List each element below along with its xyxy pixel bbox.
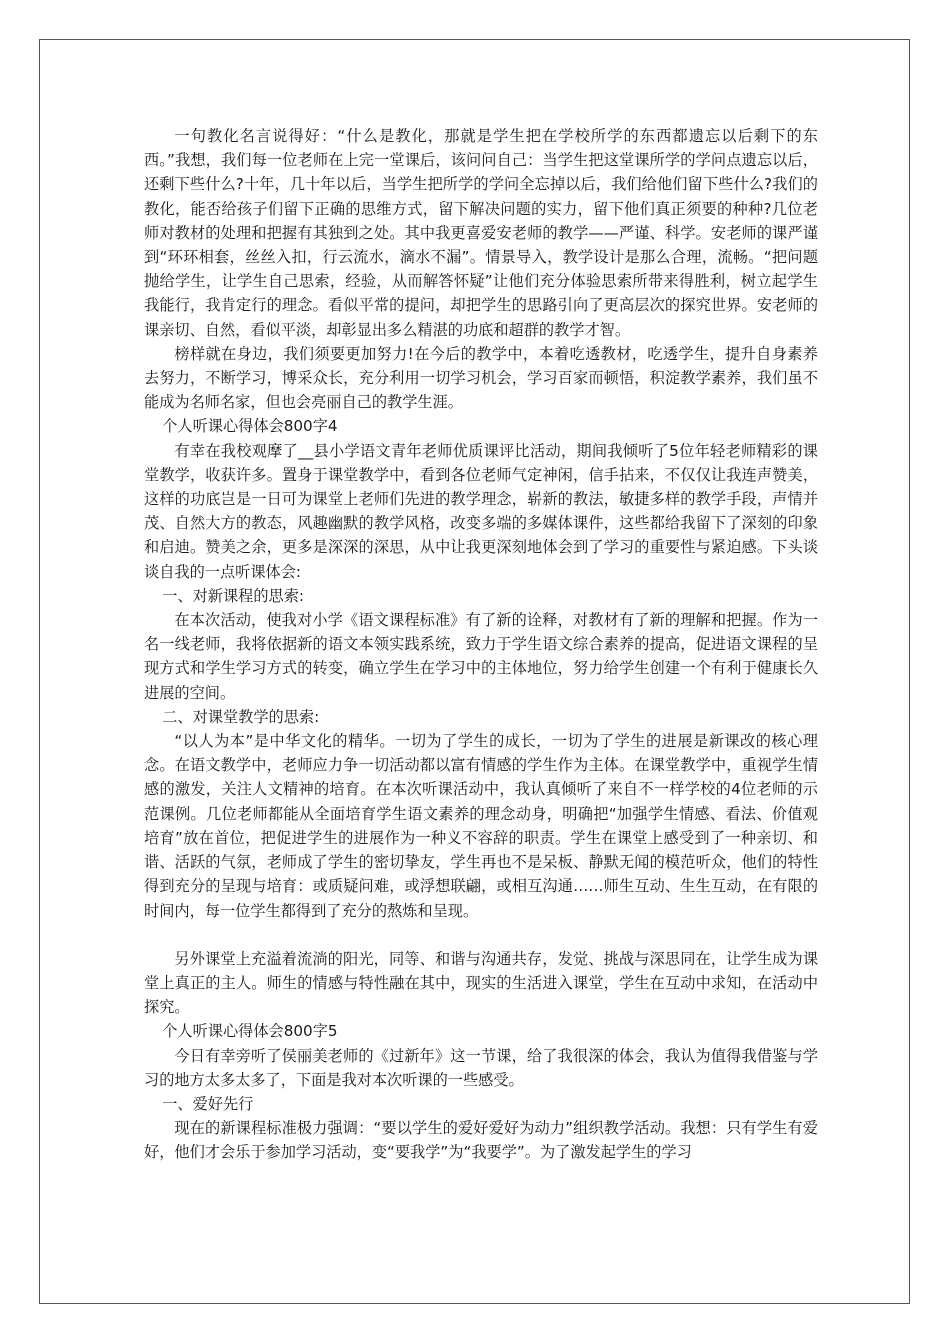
section-heading: 个人听课心得体会800字4 [162, 417, 338, 436]
paragraph: “以人为本”是中华文化的精华。一切为了学生的成长，一切为了学生的进展是新课改的核心理念。在语文教学中，老师应力争一切活动都以富有情感的学生作为主体。在课堂教学中，重视学生情感的激发，关注人文精神的培育。在本次听课活动中，我认真倾听了来自不一样学校的4位老师的示范课例。几位老师都能从全面培育学生语文素养的理念动身，明确把“加强学生情感、看法、价值观培育”放在首位，把促进学生的进展作为一种义不容辞的职责。学生在课堂上感受到了一种亲切、和谐、活跃的气氛，老师成了学生的密切挚友，学生再也不是呆板、静默无闻的模范听众，他们的特性得到充分的呈现与培育：或质疑问难，或浮想联翩，或相互沟通……师生互动、生生互动，在有限的时间内，每一位学生都得到了充分的熬炼和呈现。 [144, 732, 818, 920]
section-heading: 二、对课堂教学的思索: [162, 707, 320, 726]
blank-line [144, 923, 818, 947]
paragraph: 另外课堂上充溢着流淌的阳光，同等、和谐与沟通共存，发觉、挑战与深思同在，让学生成为课堂上真正的主人。师生的情感与特性融在其中，现实的生活进入课堂，学生在互动中求知，在活动中探究。 [144, 949, 818, 1017]
paragraph: 有幸在我校观摩了__县小学语文青年老师优质课评比活动，期间我倾听了5位年轻老师精彩的课堂教学，收获许多。置身于课堂教学中，看到各位老师气定神闲，信手拈来，不仅仅让我连声赞美，这样的功底岂是一日可为课堂上老师们先进的教学理念，崭新的教法，敏捷多样的教学手段，声情并茂、自然大方的教态，风趣幽默的教学风格，改变多端的多媒体课件，这些都给我留下了深刻的印象和启迪。赞美之余，更多是深深的深思，从中让我更深刻地体会到了学习的重要性与紧迫感。下头谈谈自我的一点听课体会: [144, 441, 818, 581]
paragraph: 在本次活动，使我对小学《语文课程标准》有了新的诠释，对教材有了新的理解和把握。作为一名一线老师，我将依据新的语文本领实践系统，致力于学生语文综合素养的提高，促进语文课程的呈现方式和学生学习方式的转变，确立学生在学习中的主体地位，努力给学生创建一个有利于健康长久进展的空间。 [144, 611, 818, 702]
section-heading: 个人听课心得体会800字5 [162, 1022, 338, 1041]
paragraph: 现在的新课程标准极力强调：“要以学生的爱好爱好为动力”组织教学活动。我想：只有学生有爱好，他们才会乐于参加学习活动，变“要我学”为“我要学”。为了激发起学生的学习 [144, 1119, 818, 1162]
paragraph: 榜样就在身边，我们须要更加努力!在今后的教学中，本着吃透教材，吃透学生，提升自身素养去努力，不断学习，博采众长，充分利用一切学习机会，学习百家而顿悟，积淀教学素养，我们虽不能成为名师名家，但也会亮丽自己的教学生涯。 [144, 344, 818, 412]
paragraph: 一句教化名言说得好：“什么是教化，那就是学生把在学校所学的东西都遗忘以后剩下的东西。”我想，我们每一位老师在上完一堂课后，该问问自己：当学生把这堂课所学的学问点遗忘以后，还剩下些什么?十年，几十年以后，当学生把所学的学问全忘掉以后，我们给他们留下些什么?我们的教化，能否给孩子们留下正确的思维方式，留下解决问题的实力，留下他们真正须要的种种?几位老师对教材的处理和把握有其独到之处。其中我更喜爱安老师的教学——严谨、科学。安老师的课严谨到“环环相套，丝丝入扣，行云流水，滴水不漏”。情景导入，教学设计是那么合理，流畅。“把问题抛给学生，让学生自己思索，经验，从而解答怀疑”让他们充分体验思索所带来得胜利，树立起学生我能行，我肯定行的理念。看似平常的提问，却把学生的思路引向了更高层次的探究世界。安老师的课亲切、自然，看似平淡，却彰显出多么精湛的功底和超群的教学才智。 [144, 127, 818, 339]
document-body [144, 124, 818, 1165]
paragraph: 今日有幸旁听了侯丽美老师的《过新年》这一节课，给了我很深的体会，我认为值得我借鉴与学习的地方太多太多了，下面是我对本次听课的一些感受。 [144, 1046, 818, 1089]
section-heading: 一、爱好先行 [162, 1094, 254, 1113]
section-heading: 一、对新课程的思索: [162, 586, 305, 605]
